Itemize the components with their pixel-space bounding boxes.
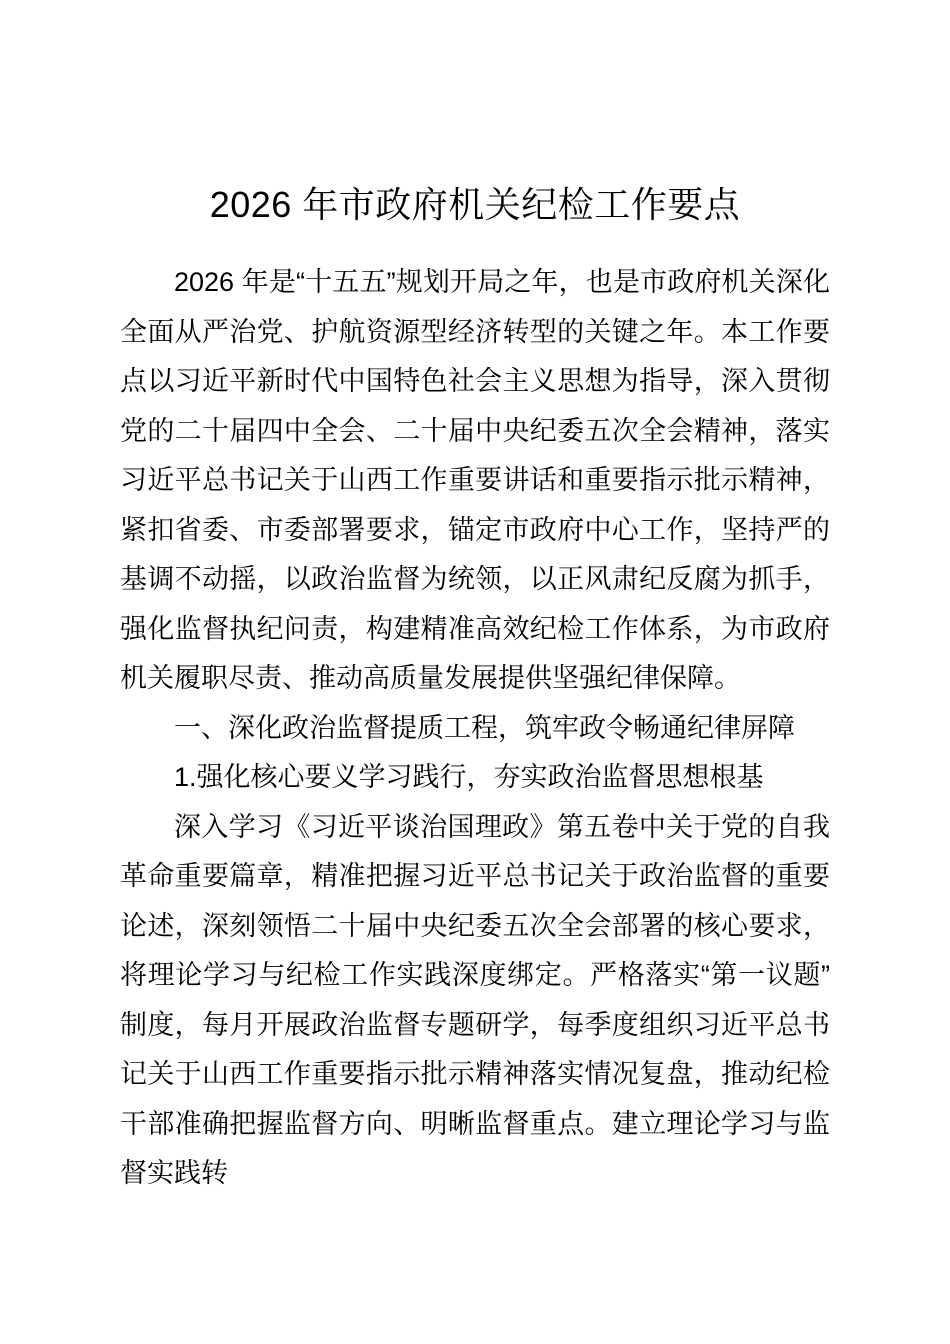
intro-paragraph: 2026 年是“十五五”规划开局之年，也是市政府机关深化全面从严治党、护航资源型经济转型的关键之年。本工作要点以习近平新时代中国特色社会主义思想为指导，深入贯彻党的二十届四中全会、二十届中央纪委五次全会精神，落实习近平总书记关于山西工作重要讲话和重要指示批示精神，紧扣省委、市委部署要求，锚定市政府中心工作，坚持严的基调不动摇，以政治监督为统领，以正风肃纪反腐为抓手，强化监督执纪问责，构建精准高效纪检工作体系，为市政府机关履职尽责、推动高质量发展提供坚强纪律保障。 [120,267,830,693]
subsection-heading-1-1: 1.强化核心要义学习践行，夯实政治监督思想根基 [174,762,764,792]
body-paragraph-1: 深入学习《习近平谈治国理政》第五卷中关于党的自我革命重要篇章，精准把握习近平总书记关于政治监督的重要论述，深刻领悟二十届中央纪委五次全会部署的核心要求，将理论学习与纪检工作实践深度绑定。严格落实“第一议题”制度，每月开展政治监督专题研学，每季度组织习近平总书记关于山西工作重要指示批示精神落实情况复盘，推动纪检干部准确把握监督方向、明晰监督重点。建立理论学习与监督实践转 [120,811,830,1188]
document-body [120,258,830,1199]
document-title: 2026 年市政府机关纪检工作要点 [209,184,741,225]
section-heading-1: 一、深化政治监督提质工程，筑牢政令畅通纪律屏障 [174,712,795,743]
